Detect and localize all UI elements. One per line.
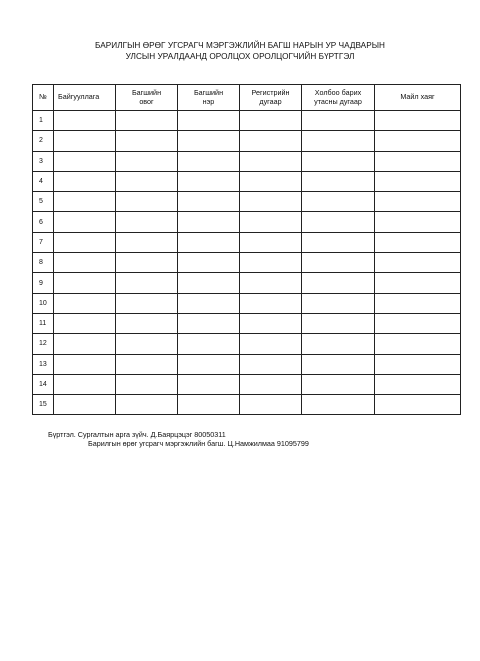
row-number: 12 [33,334,54,354]
register-number-cell[interactable] [240,354,302,374]
table-row [33,131,461,151]
teacher-surname-cell[interactable] [116,374,178,394]
header-organization: Байгууллага [54,85,116,111]
table-row [33,232,461,252]
register-number-cell[interactable] [240,131,302,151]
row-number: 2 [33,131,54,151]
organization-cell[interactable] [54,151,116,171]
teacher-name-cell[interactable] [178,273,240,293]
table-row [33,151,461,171]
table-row [33,354,461,374]
phone-number-cell[interactable] [302,273,375,293]
teacher-name-cell[interactable] [178,354,240,374]
teacher-surname-cell[interactable] [116,232,178,252]
phone-number-cell[interactable] [302,334,375,354]
table-row [33,334,461,354]
table-row [33,171,461,191]
register-number-cell[interactable] [240,212,302,232]
register-number-cell[interactable] [240,151,302,171]
organization-cell[interactable] [54,131,116,151]
email-cell[interactable] [375,273,461,293]
teacher-name-cell[interactable] [178,253,240,273]
row-number: 10 [33,293,54,313]
row-number: 1 [33,111,54,131]
email-cell[interactable] [375,212,461,232]
email-cell[interactable] [375,253,461,273]
phone-number-cell[interactable] [302,171,375,191]
register-number-cell[interactable] [240,192,302,212]
teacher-surname-cell[interactable] [116,293,178,313]
register-number-cell[interactable] [240,253,302,273]
email-cell[interactable] [375,395,461,415]
table-row [33,374,461,394]
teacher-name-cell[interactable] [178,131,240,151]
organization-cell[interactable] [54,374,116,394]
organization-cell[interactable] [54,253,116,273]
teacher-name-cell[interactable] [178,171,240,191]
email-cell[interactable] [375,354,461,374]
organization-cell[interactable] [54,273,116,293]
teacher-name-cell[interactable] [178,192,240,212]
teacher-surname-cell[interactable] [116,334,178,354]
register-number-cell[interactable] [240,171,302,191]
teacher-surname-cell[interactable] [116,354,178,374]
organization-cell[interactable] [54,171,116,191]
register-number-cell[interactable] [240,273,302,293]
phone-number-cell[interactable] [302,151,375,171]
teacher-name-cell[interactable] [178,111,240,131]
register-number-cell[interactable] [240,313,302,333]
email-cell[interactable] [375,334,461,354]
header-phone-number: Холбоо барих утасны дугаар [302,85,375,111]
row-number: 3 [33,151,54,171]
email-cell[interactable] [375,313,461,333]
register-number-cell[interactable] [240,334,302,354]
row-number: 8 [33,253,54,273]
email-cell[interactable] [375,374,461,394]
header-number: № [33,85,54,111]
teacher-surname-cell[interactable] [116,192,178,212]
phone-number-cell[interactable] [302,232,375,252]
phone-number-cell[interactable] [302,374,375,394]
document-title [0,41,480,62]
table-row [33,273,461,293]
register-number-cell[interactable] [240,111,302,131]
header-register-number: Регистрийн дугаар [240,85,302,111]
row-number: 9 [33,273,54,293]
footer-registration-contact: Бүртгэл. Сургалтын арга зүйч. Д.Баярцэцэг 80050311 [48,430,226,439]
teacher-surname-cell[interactable] [116,313,178,333]
register-number-cell[interactable] [240,395,302,415]
teacher-surname-cell[interactable] [116,111,178,131]
teacher-surname-cell[interactable] [116,171,178,191]
register-number-cell[interactable] [240,293,302,313]
table-row [33,313,461,333]
register-number-cell[interactable] [240,232,302,252]
teacher-name-cell[interactable] [178,395,240,415]
organization-cell[interactable] [54,395,116,415]
row-number: 14 [33,374,54,394]
header-row [33,85,461,111]
teacher-name-cell[interactable] [178,334,240,354]
organization-cell[interactable] [54,232,116,252]
phone-number-cell[interactable] [302,253,375,273]
email-cell[interactable] [375,232,461,252]
phone-number-cell[interactable] [302,131,375,151]
title-line-1: БАРИЛГЫН ӨРӨГ УГСРАГЧ МЭРГЭЖЛИЙН БАГШ НАРЫН УР ЧАДВАРЫН [95,41,385,50]
phone-number-cell[interactable] [302,313,375,333]
email-cell[interactable] [375,151,461,171]
organization-cell[interactable] [54,192,116,212]
table-body [33,111,461,415]
phone-number-cell[interactable] [302,354,375,374]
phone-number-cell[interactable] [302,395,375,415]
table-row [33,212,461,232]
teacher-surname-cell[interactable] [116,212,178,232]
teacher-name-cell[interactable] [178,293,240,313]
header-teacher-surname: Багшийн овог [116,85,178,111]
phone-number-cell[interactable] [302,212,375,232]
table-row [33,395,461,415]
row-number: 5 [33,192,54,212]
phone-number-cell[interactable] [302,293,375,313]
email-cell[interactable] [375,131,461,151]
email-cell[interactable] [375,293,461,313]
header-teacher-name: Багшийн нэр [178,85,240,111]
title-line-2: УЛСЫН УРАЛДААНД ОРОЛЦОХ ОРОЛЦОГЧИЙН БҮРТГЭЛ [125,51,355,61]
teacher-surname-cell[interactable] [116,273,178,293]
teacher-surname-cell[interactable] [116,131,178,151]
row-number: 6 [33,212,54,232]
organization-cell[interactable] [54,111,116,131]
register-number-cell[interactable] [240,374,302,394]
header-email: Майл хаяг [375,85,461,111]
teacher-name-cell[interactable] [178,374,240,394]
teacher-name-cell[interactable] [178,212,240,232]
table-row [33,253,461,273]
phone-number-cell[interactable] [302,192,375,212]
row-number: 11 [33,313,54,333]
organization-cell[interactable] [54,212,116,232]
teacher-surname-cell[interactable] [116,395,178,415]
row-number: 13 [33,354,54,374]
row-number: 15 [33,395,54,415]
teacher-surname-cell[interactable] [116,253,178,273]
table-row [33,111,461,131]
phone-number-cell[interactable] [302,111,375,131]
table-row [33,293,461,313]
teacher-name-cell[interactable] [178,313,240,333]
email-cell[interactable] [375,111,461,131]
registration-table [32,84,461,415]
organization-cell[interactable] [54,354,116,374]
organization-cell[interactable] [54,293,116,313]
email-cell[interactable] [375,171,461,191]
row-number: 7 [33,232,54,252]
footer-teacher-contact: Барилгын өрөг угсрагч мэргэжлийн багш. Ц.Намжилмаа 91095799 [88,439,309,448]
organization-cell[interactable] [54,334,116,354]
row-number: 4 [33,171,54,191]
teacher-name-cell[interactable] [178,232,240,252]
teacher-name-cell[interactable] [178,151,240,171]
table-header [33,85,461,111]
organization-cell[interactable] [54,313,116,333]
email-cell[interactable] [375,192,461,212]
teacher-surname-cell[interactable] [116,151,178,171]
table-row [33,192,461,212]
